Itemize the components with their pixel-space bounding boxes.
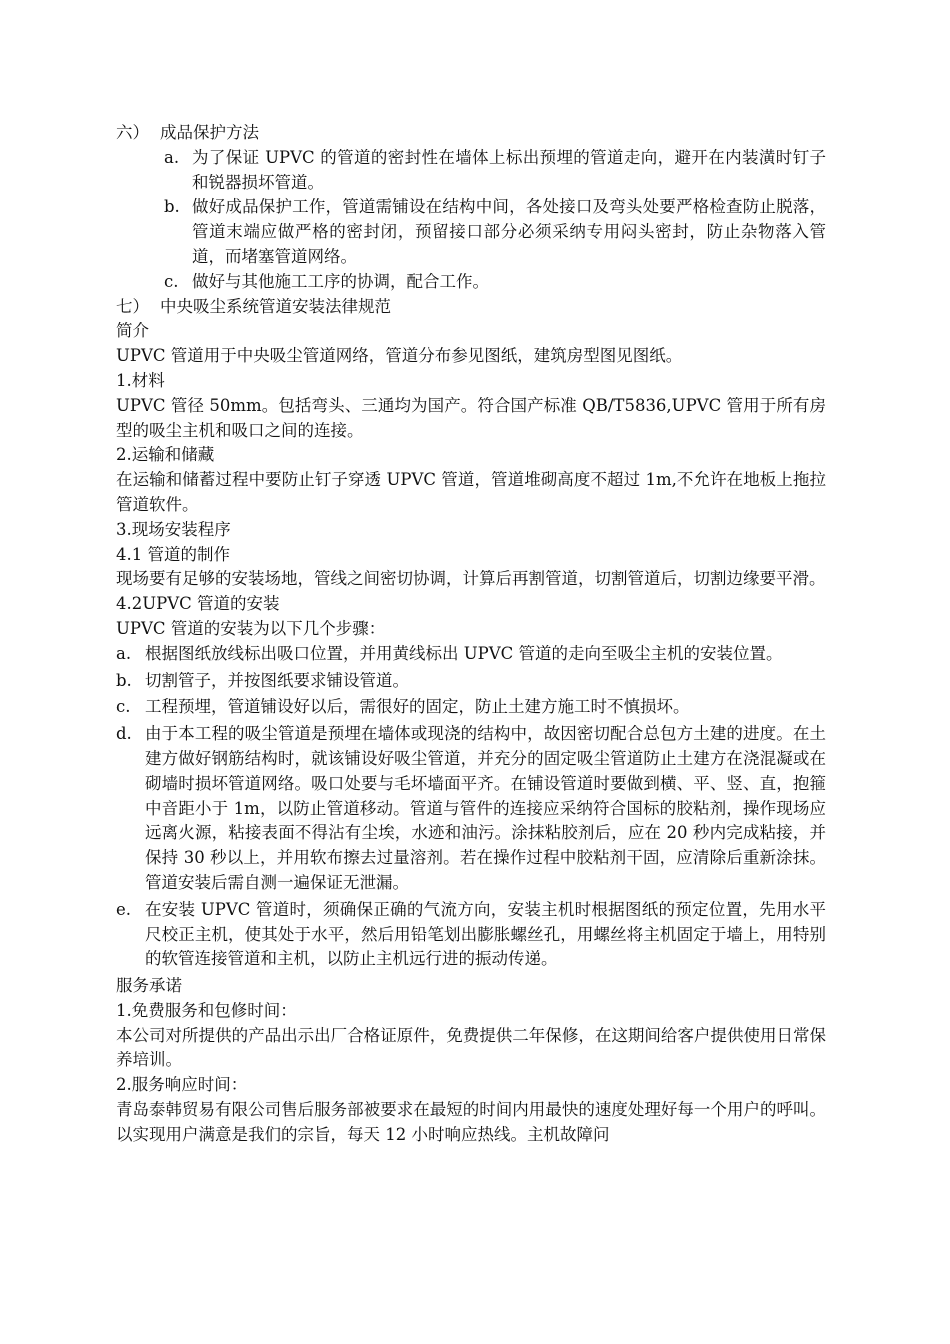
transport-paragraph: 在运输和储蓄过程中要防止钉子穿透 UPVC 管道，管道堆砌高度不超过 1m,不允许在地板上拖拉管道软件。 (116, 470, 826, 514)
pipe-making-heading: 4.1 管道的制作 (116, 544, 230, 564)
intro-paragraph: UPVC 管道用于中央吸尘管道网络，管道分布参见图纸，建筑房型图见图纸。 (116, 346, 683, 366)
install-steps-list (116, 642, 826, 972)
list-item (116, 669, 826, 694)
section6-heading (116, 121, 826, 146)
section6-list (116, 146, 826, 295)
section6-title: 成品保护方法 (160, 123, 259, 142)
list-item-text: 做好与其他施工工序的协调，配合工作。 (192, 271, 489, 291)
free-service-heading: 1.免费服务和包修时间： (116, 1000, 297, 1020)
upvc-install-heading: 4.2UPVC 管道的安装 (116, 594, 280, 614)
list-marker: a. (164, 147, 180, 167)
section7-number: 七） (116, 296, 149, 316)
section7-heading (116, 295, 826, 320)
transport-heading: 2.运输和储藏 (116, 445, 215, 465)
list-item-text: 由于本工程的吸尘管道是预埋在墙体或现浇的结构中，故因密切配合总包方土建的进度。在土建方做好钢筋结构时，就该铺设好吸尘管道，并充分的固定吸尘管道防止土建方在浇混凝或在砌墙时损坏管道网络。吸口处要与毛坏墙面平齐。在铺设管道时要做到横、平、竖、直，抱箍中音距小于 1m，以防止管道移动。管道与管件的连接应采纳符合国标的胶粘剂，操作现场应远离火源，粘接表面不得沾有尘埃，水迹和油污。涂抹粘胶剂后，应在 20 秒内完成粘接，并保持 30 秒以上，并用软布擦去过量溶剂。若在操作过程中胶粘剂干固，应清除后重新涂抹。管道安装后需自测一遍保证无泄漏。 (145, 724, 826, 892)
section7-title: 中央吸尘系统管道安装法律规范 (160, 296, 391, 316)
list-item-text: 在安装 UPVC 管道时，须确保正确的气流方向，安装主机时根据图纸的预定位置，先用水平尺校正主机，使其处于水平，然后用铅笔划出膨胀螺丝孔，用螺丝将主机固定于墙上，用特别的软管连接管道和主机，以防止主机远行进的振动传递。 (145, 899, 826, 969)
list-marker: b. (164, 197, 180, 217)
list-marker: e. (116, 899, 132, 919)
list-marker: d. (116, 724, 132, 744)
list-item-text: 工程预埋，管道铺设好以后，需很好的固定，防止土建方施工时不慎损坏。 (145, 697, 690, 717)
material-paragraph: UPVC 管径 50mm。包括弯头、三通均为国产。符合国产标准 QB/T5836,UPVC 管用于所有房型的吸尘主机和吸口之间的连接。 (116, 395, 826, 440)
free-service-paragraph: 本公司对所提供的产品出示出厂合格证原件，免费提供二年保修，在这期间给客户提供使用日常保养培训。 (116, 1025, 826, 1070)
list-item-text: 为了保证 UPVC 的管道的密封性在墙体上标出预埋的管道走向，避开在内装潢时钉子和锐器损坏管道。 (192, 147, 826, 192)
list-item (116, 195, 826, 269)
material-heading: 1.材料 (116, 370, 165, 390)
install-heading: 3.现场安装程序 (116, 519, 231, 539)
response-paragraph: 青岛泰韩贸易有限公司售后服务部被要求在最短的时间内用最快的速度处理好每一个用户的呼叫。以实现用户满意是我们的宗旨，每天 12 小时响应热线。主机故障问 (116, 1100, 826, 1144)
upvc-install-intro: UPVC 管道的安装为以下几个步骤： (116, 618, 386, 638)
list-marker: a. (116, 643, 132, 663)
list-item-text: 切割管子，并按图纸要求铺设管道。 (145, 670, 409, 690)
list-marker: c. (116, 697, 131, 717)
section6-number: 六） (116, 123, 149, 142)
list-item-text: 做好成品保护工作，管道需铺设在结构中间，各处接口及弯头处要严格检查防止脱落，管道末端应做严格的密封闭，预留接口部分必须采纳专用闷头密封，防止杂物落入管道，而堵塞管道网络。 (192, 197, 826, 266)
intro-heading: 简介 (116, 321, 149, 341)
list-marker: c. (164, 271, 179, 291)
list-item (116, 898, 826, 972)
document-page (116, 121, 826, 1148)
list-item (116, 642, 826, 667)
response-heading: 2.服务响应时间： (116, 1075, 248, 1095)
list-item (116, 146, 826, 196)
service-heading: 服务承诺 (116, 976, 182, 996)
list-marker: b. (116, 670, 132, 690)
list-item (116, 722, 826, 896)
list-item (116, 695, 826, 720)
pipe-making-paragraph: 现场要有足够的安装场地，管线之间密切协调，计算后再割管道，切割管道后，切割边缘要平滑。 (116, 569, 826, 589)
list-item (116, 270, 826, 295)
list-item-text: 根据图纸放线标出吸口位置，并用黄线标出 UPVC 管道的走向至吸尘主机的安装位置。 (145, 643, 783, 663)
